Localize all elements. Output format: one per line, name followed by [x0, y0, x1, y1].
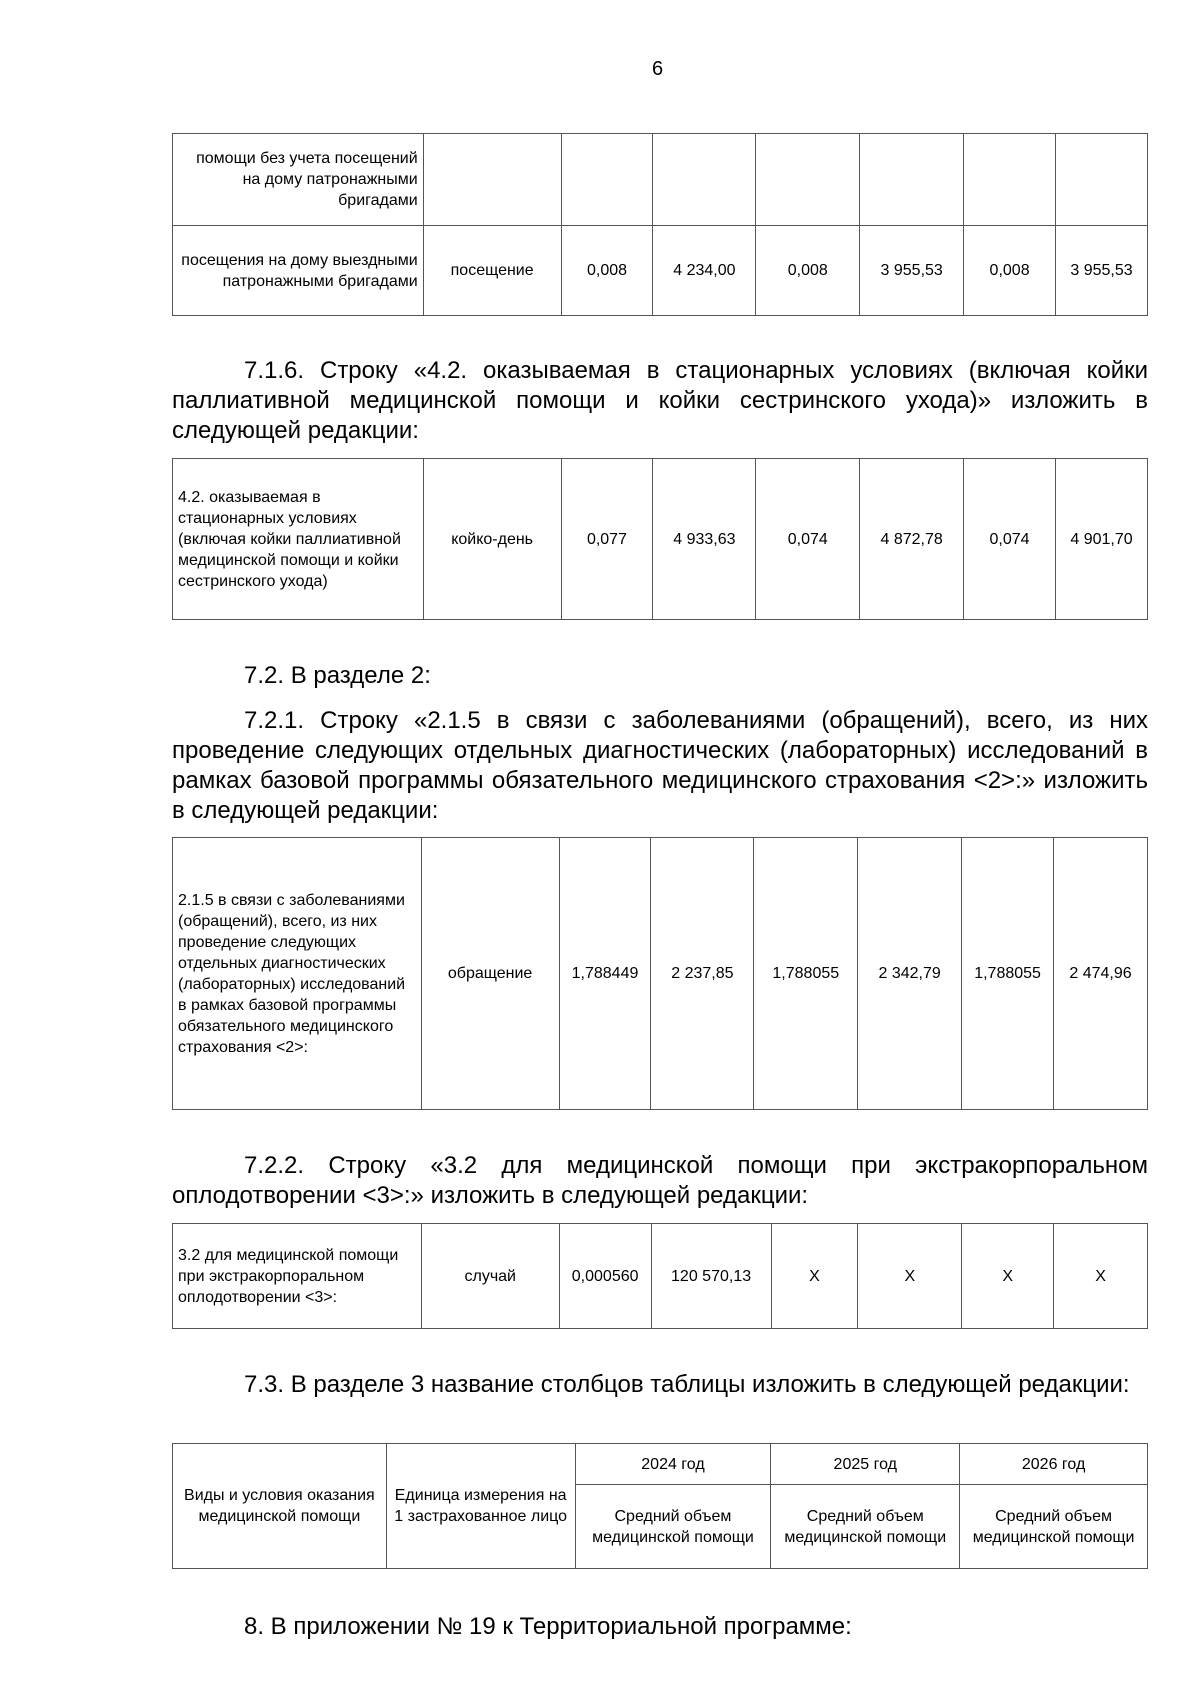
value-cell: 0,000560 [559, 1224, 651, 1329]
table-header-row [173, 1444, 1148, 1485]
year-header: 2025 год [771, 1444, 960, 1485]
subcolumn-header: Средний объем медицинской помощи [960, 1485, 1148, 1569]
table-4 [172, 1223, 1148, 1329]
unit-cell: обращение [421, 838, 559, 1110]
page-number: 6 [651, 58, 664, 80]
unit-cell [423, 134, 561, 226]
value-cell [653, 134, 756, 226]
row-name: 3.2 для медицинской помощи при экстракорпоральном оплодотворении <3>: [173, 1224, 422, 1329]
value-cell: Х [858, 1224, 962, 1329]
value-cell: 2 237,85 [651, 838, 754, 1110]
value-cell: 120 570,13 [651, 1224, 771, 1329]
subcolumn-header: Средний объем медицинской помощи [771, 1485, 960, 1569]
value-cell: 0,008 [561, 226, 653, 316]
value-cell: 3 955,53 [1056, 226, 1148, 316]
value-cell: Х [771, 1224, 858, 1329]
unit-cell: посещение [423, 226, 561, 316]
paragraph-7-1-6: 7.1.6. Строку «4.2. оказываемая в стационарных условиях (включая койки паллиативной медицинской помощи и койки сестринского ухода)» изложить в следующей редакции: [172, 357, 1148, 444]
year-header: 2024 год [575, 1444, 771, 1485]
table-1 [172, 133, 1148, 316]
table-row [173, 459, 1148, 620]
value-cell: 2 474,96 [1054, 838, 1148, 1110]
table-row [173, 1224, 1148, 1329]
row-name: 4.2. оказываемая в стационарных условиях (включая койки паллиативной медицинской помощи и койки сестринского ухода) [173, 459, 424, 620]
value-cell: 1,788055 [962, 838, 1054, 1110]
value-cell: 0,074 [964, 459, 1056, 620]
value-cell [561, 134, 653, 226]
table-5 [172, 1443, 1148, 1569]
column-header: Виды и условия оказания медицинской помощи [173, 1444, 387, 1569]
table-row [173, 226, 1148, 316]
year-header: 2026 год [960, 1444, 1148, 1485]
value-cell: 4 872,78 [860, 459, 964, 620]
unit-cell: койко-день [423, 459, 561, 620]
value-cell: 4 234,00 [653, 226, 756, 316]
value-cell: 1,788055 [754, 838, 858, 1110]
paragraph-7-2-1: 7.2.1. Строку «2.1.5 в связи с заболеваниями (обращений), всего, из них проведение следующих отдельных диагностических (лабораторных) исследований в рамках базовой программы обязательного медицинского страхования <2>:» изложить в следующей редакции: [172, 707, 1148, 824]
value-cell [964, 134, 1056, 226]
row-name: посещения на дому выездными патронажными бригадами [173, 226, 424, 316]
value-cell: 2 342,79 [858, 838, 962, 1110]
table-2 [172, 458, 1148, 620]
paragraph-7-3: 7.3. В разделе 3 название столбцов таблицы изложить в следующей редакции: [244, 1371, 1130, 1398]
unit-cell: случай [421, 1224, 559, 1329]
paragraph-7-2: 7.2. В разделе 2: [244, 662, 431, 689]
column-header: Единица измерения на 1 застрахованное лицо [386, 1444, 575, 1569]
row-name: 2.1.5 в связи с заболеваниями (обращений), всего, из них проведение следующих отдельных диагностических (лабораторных) исследований в рамках базовой программы обязательного медицинского страхования <2>: [173, 838, 422, 1110]
value-cell [756, 134, 860, 226]
value-cell: Х [1054, 1224, 1148, 1329]
value-cell: 0,008 [964, 226, 1056, 316]
value-cell: 4 901,70 [1056, 459, 1148, 620]
paragraph-7-2-2: 7.2.2. Строку «3.2 для медицинской помощи при экстракорпоральном оплодотворении <3>:» изложить в следующей редакции: [172, 1152, 1148, 1209]
value-cell [860, 134, 964, 226]
value-cell: 1,788449 [559, 838, 651, 1110]
table-row [173, 838, 1148, 1110]
subcolumn-header: Средний объем медицинской помощи [575, 1485, 771, 1569]
value-cell [1056, 134, 1148, 226]
value-cell: 0,074 [756, 459, 860, 620]
table-3 [172, 837, 1148, 1110]
value-cell: 0,008 [756, 226, 860, 316]
paragraph-8: 8. В приложении № 19 к Территориальной программе: [244, 1613, 852, 1640]
table-row [173, 134, 1148, 226]
value-cell: 3 955,53 [860, 226, 964, 316]
value-cell: Х [962, 1224, 1054, 1329]
value-cell: 4 933,63 [653, 459, 756, 620]
value-cell: 0,077 [561, 459, 653, 620]
row-name: помощи без учета посещений на дому патронажными бригадами [173, 134, 424, 226]
